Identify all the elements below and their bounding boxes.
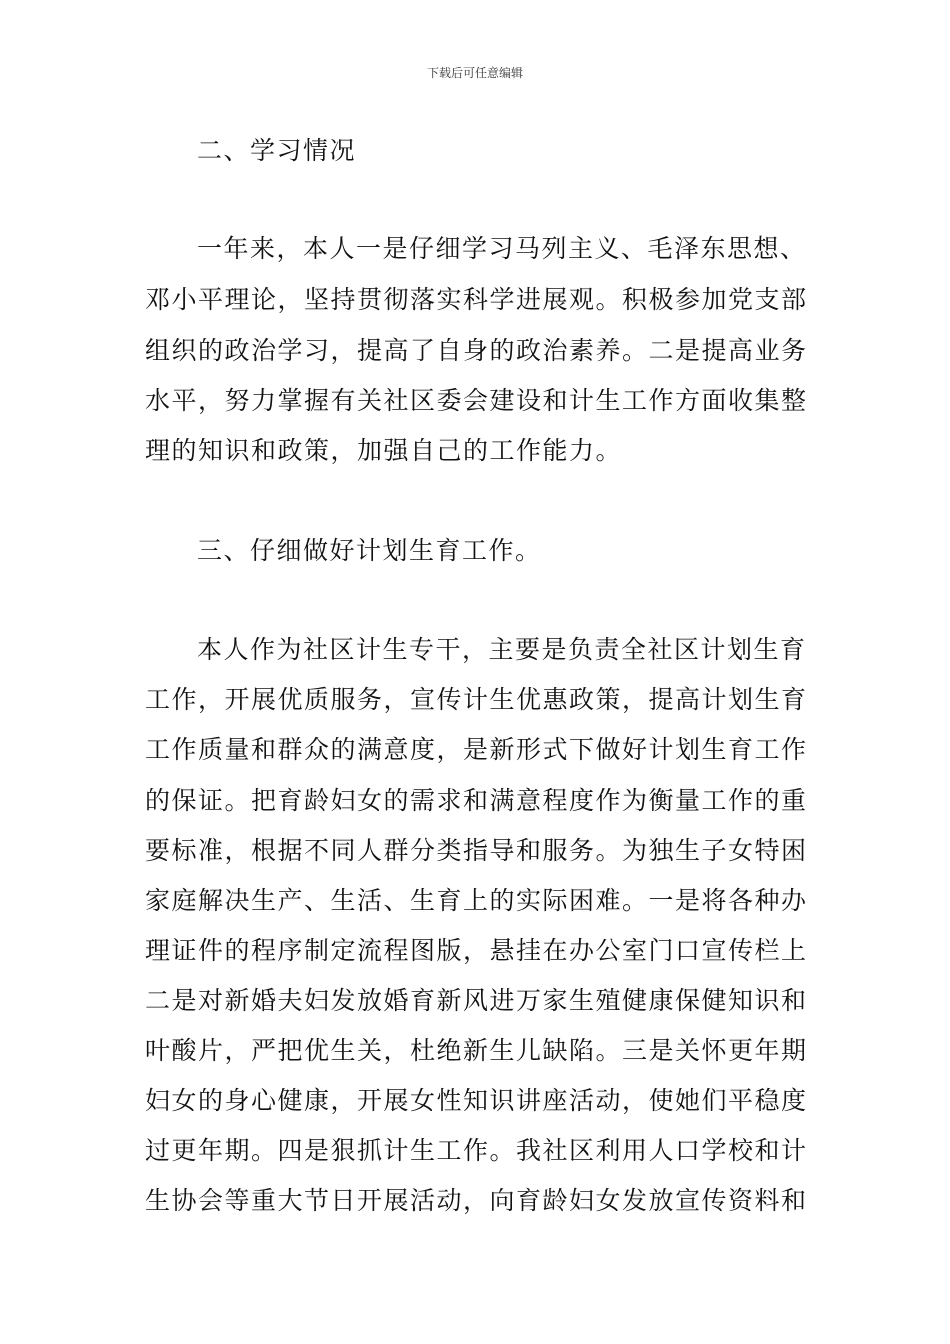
paragraph-line: 叶酸片，严把优生关，杜绝新生儿缺陷。三是关怀更年期 — [145, 1036, 808, 1065]
paragraph-line: 理证件的程序制定流程图版，悬挂在办公室门口宣传栏上 — [145, 936, 808, 965]
paragraph-line: 工作，开展优质服务，宣传计生优惠政策，提高计划生育 — [145, 685, 808, 714]
paragraph-line: 妇女的身心健康，开展女性知识讲座活动，使她们平稳度 — [145, 1086, 808, 1115]
section-heading-family-planning: 三、仔细做好计划生育工作。 — [197, 536, 542, 565]
paragraph-line: 的保证。把育龄妇女的需求和满意程度作为衡量工作的重 — [145, 786, 808, 815]
paragraph-line: 理的知识和政策，加强自己的工作能力。 — [145, 436, 623, 465]
paragraph-line: 工作质量和群众的满意度，是新形式下做好计划生育工作 — [145, 735, 808, 764]
paragraph-line: 要标准，根据不同人群分类指导和服务。为独生子女特困 — [145, 836, 808, 865]
paragraph-line: 家庭解决生产、生活、生育上的实际困难。一是将各种办 — [145, 886, 808, 915]
header-note: 下载后可任意编辑 — [426, 66, 523, 80]
paragraph-line: 过更年期。四是狠抓计生工作。我社区利用人口学校和计 — [145, 1136, 808, 1165]
paragraph-line: 生协会等重大节日开展活动，向育龄妇女发放宣传资料和 — [145, 1186, 808, 1215]
paragraph-line: 本人作为社区计生专干，主要是负责全社区计划生育 — [197, 635, 807, 664]
paragraph-line: 水平，努力掌握有关社区委会建设和计生工作方面收集整 — [145, 386, 808, 415]
paragraph-line: 邓小平理论，坚持贯彻落实科学进展观。积极参加党支部 — [145, 285, 808, 314]
section-heading-study: 二、学习情况 — [197, 136, 357, 165]
paragraph-line: 二是对新婚夫妇发放婚育新风进万家生殖健康保健知识和 — [145, 986, 808, 1015]
paragraph-line: 一年来，本人一是仔细学习马列主义、毛泽东思想、 — [197, 234, 807, 263]
paragraph-line: 组织的政治学习，提高了自身的政治素养。二是提高业务 — [145, 336, 808, 365]
